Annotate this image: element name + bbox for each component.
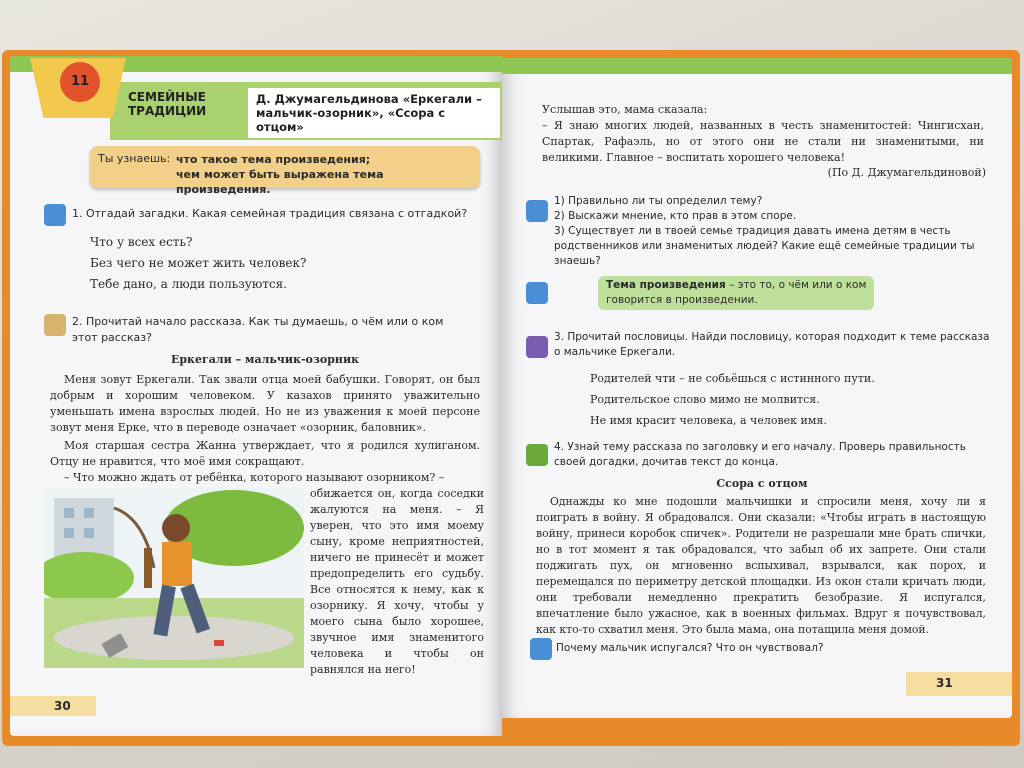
task-1: 1. Отгадай загадки. Какая семейная традиция связана с отгадкой? [72, 207, 468, 220]
question-item: 3) Существует ли в твоей семье традиция давать имена детям в честь родственников или знаменитых людей? Какие ещё семейные традиции ты знаешь? [554, 225, 975, 267]
riddle-line: Что у всех есть? [90, 235, 193, 249]
story-paragraph: Меня зовут Еркегали. Так звали отца моей бабушки. Говорят, он был добрым и хорошим человеком. У казахов принято уважительно уменьшать имена взрослых людей. Но не из уважения к моей персоне зовут меня Ерке, что в переводе означает «озорник, баловник». [50, 373, 480, 434]
question-person-icon [44, 204, 66, 226]
section-title: СЕМЕЙНЫЕ ТРАДИЦИИ [128, 90, 207, 118]
boy-slingshot-illustration [44, 488, 304, 668]
proverb-item: Не имя красит человека, а человек имя. [590, 414, 827, 427]
questions-list [554, 194, 994, 269]
exclamation-icon [526, 282, 548, 304]
page-number: 31 [936, 676, 953, 690]
lesson-title: Д. Джумагельдинова «Еркегали – мальчик-озорник», «Ссора с отцом» [256, 92, 482, 134]
proverb-item: Родительское слово мимо не молвится. [590, 393, 820, 406]
learn-item: что такое тема произведения; [176, 153, 371, 166]
story-paragraph: – Что можно ждать от ребёнка, которого называют озорником? – [64, 471, 445, 484]
reading-pair-icon [44, 314, 66, 336]
page-number: 30 [54, 699, 71, 713]
right-page [502, 58, 1012, 718]
question-item: 1) Правильно ли ты определил тему? [554, 195, 763, 207]
story-title: Ссора с отцом [716, 477, 808, 490]
proverbs [590, 368, 970, 431]
reading-pair-icon [530, 638, 552, 660]
question-item: 2) Выскажи мнение, кто прав в этом споре. [554, 210, 797, 222]
task-3: 3. Прочитай пословицы. Найди пословицу, которая подходит к теме рассказа о мальчике Еркегали. [554, 331, 990, 358]
learn-item: чем может быть выражена тема произведения. [176, 168, 384, 196]
theme-definition [606, 278, 870, 308]
riddle-line: Тебе дано, а люди пользуются. [90, 277, 288, 291]
final-question: Почему мальчик испугался? Что он чувствовал? [556, 642, 824, 654]
story-title: Еркегали – мальчик-озорник [170, 353, 360, 366]
story-text: Однажды ко мне подошли мальчишки и спросили меня, хочу ли я поиграть в войну. Я обрадовался. Они сказали: «Чтобы играть в настоящую войну, принеси коробок спичек». Родители не разрешали мне брать спички, но в тот момент я так обрадовался, что забыл об их запрете. Они стали поджигать пух, он мгновенно вспыхивал, взрывался, как порох, и перемещался по периметру детской площадки. Из окон стали кричать люди, они требовали немедленно прекратить безобразие. Я испугался, впечатление было ужасное, как в военных фильмах. Вдруг я почувствовал, как кто-то схватил меня. Это была мама, она потащила меня домой. [536, 495, 986, 636]
task-4: 4. Узнай тему рассказа по заголовку и его началу. Проверь правильность своей догадки, дочитав текст до конца. [554, 441, 966, 468]
mother-quote: – Я знаю многих людей, названных в честь знаменитостей: Чингисхан, Спартак, Рафаэль, но от этого они не стали ни знаменитыми, ни великими. Главное – воспитать хорошего человека! [542, 119, 984, 164]
intro-line: Услышав это, мама сказала: [542, 103, 708, 116]
top-green-bar [502, 58, 1012, 74]
learn-items [176, 152, 476, 197]
story-paragraph: Моя старшая сестра Жанна утверждает, что я родился хулиганом. Отцу не нравится, что моё имя сокращают. [50, 439, 480, 468]
reading-pair-icon [526, 336, 548, 358]
question-person-icon [526, 200, 548, 222]
proverb-item: Родителей чти – не собьёшься с истинного пути. [590, 372, 875, 385]
learn-label: Ты узнаешь: [98, 152, 171, 165]
reading-pair-icon [526, 444, 548, 466]
riddle-line: Без чего не может жить человек? [90, 256, 307, 270]
left-page [10, 56, 502, 736]
story-paragraph-wrap: обижается он, когда соседки жалуются на меня. – Я уверен, что это имя моему сыну, кроме неприятностей, ничего не принесёт и может предопределить его судьбу. Все относятся к нему, как к озорнику. Я хочу, чтобы у моего сына было хорошее, звучное имя знаменитого человека и чтобы он равнялся на него! [310, 487, 484, 676]
page-number-band [906, 672, 1012, 696]
theme-term: Тема произведения [606, 279, 726, 291]
riddle [90, 232, 470, 295]
lesson-number: 11 [70, 74, 90, 89]
theme-explanation: – это то, о чём или о ком говорится в произведении. [606, 279, 867, 306]
task-2: 2. Прочитай начало рассказа. Как ты думаешь, о чём или о ком этот рассказ? [72, 315, 444, 344]
page-number-band [10, 696, 96, 716]
source-attribution: (По Д. Джумагельдиновой) [827, 166, 986, 179]
